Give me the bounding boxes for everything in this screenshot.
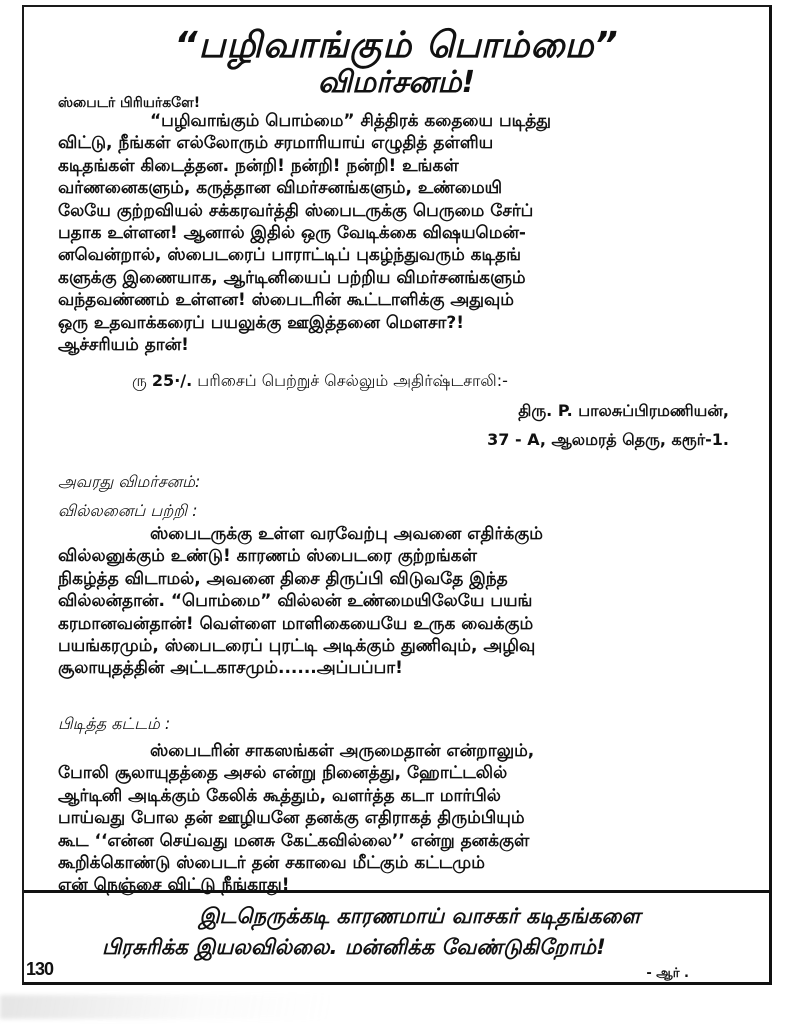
villain-line: கரமானவன்தான்! வெள்ளை மாளிகையையே உருக வைக்கும்: [58, 613, 534, 634]
scene-line: என் நெஞ்சை விட்டு நீங்காது!: [58, 875, 290, 896]
favorite-scene-heading: பிடித்த கட்டம் :: [58, 714, 171, 733]
prize-announcement: [132, 371, 508, 392]
winner-name: திரு. P. பாலசுப்பிரமணியன்,: [518, 401, 729, 420]
signature: - ஆர் .: [646, 966, 689, 981]
villain-line: நிகழ்த்த விடாமல், அவனை திசை திருப்பி விடுவதே இந்த: [58, 568, 508, 589]
villain-line: வில்லன்தான். “பொம்மை” வில்லன் உண்மையிலேயே பயங்: [58, 591, 533, 612]
prize-amount: 25·/.: [151, 371, 193, 390]
scene-line: பாய்வது போல தன் ஊழியனே தனக்கு எதிராகத் திரும்பியும்: [58, 808, 525, 829]
page-frame: [22, 5, 772, 985]
intro-paragraph: [58, 110, 764, 356]
favorite-scene-paragraph: [58, 740, 764, 897]
prize-text: பரிசைப் பெற்றுச் செல்லும் அதிர்ஷ்டசாலி:-: [197, 371, 508, 390]
intro-line: கடிதங்கள் கிடைத்தன. நன்றி! நன்றி! நன்றி! உங்கள்: [58, 155, 459, 176]
intro-line: லேயே குற்றவியல் சக்கரவர்த்தி ஸ்பைடருக்கு பெருமை சேர்ப்: [58, 200, 534, 221]
intro-line: களுக்கு இணையாக, ஆர்டினியைப் பற்றிய விமர்சனங்களும்: [58, 267, 526, 288]
intro-line: னவென்றால், ஸ்பைடரைப் பாராட்டிப் புகழ்ந்துவரும் கடிதங்: [58, 245, 522, 266]
intro-line: ஒரு உதவாக்கரைப் பயலுக்கு ஊஇத்தனை மௌசா?!: [58, 312, 465, 333]
winner-address: 37 - A, ஆலமரத் தெரு, கரூர்-1.: [487, 430, 729, 449]
scene-line: ஸ்பைடரின் சாகஸங்கள் அருமைதான் என்றாலும்,: [150, 741, 535, 761]
salutation: ஸ்பைடர் பிரியர்களே!: [58, 95, 201, 111]
intro-line: வர்ணனைகளும், கருத்தான விமர்சனங்களும், உண்மையி: [58, 178, 503, 199]
intro-line: விட்டு, நீங்கள் எல்லோரும் சரமாரியாய் எழுதித் தள்ளிய: [58, 133, 494, 154]
intro-line: ஆச்சரியம் தான்!: [58, 335, 189, 356]
intro-line: வந்தவண்ணம் உள்ளன! ஸ்பைடரின் கூட்டாளிக்கு அதுவும்: [58, 290, 514, 311]
notice-line-1: இடநெருக்கடி காரணமாய் வாசகர் கடிதங்களை: [199, 904, 641, 928]
villain-heading: வில்லனைப் பற்றி :: [58, 501, 198, 520]
scan-smudge: [0, 995, 330, 1019]
article-subtitle: விமர்சனம்!: [317, 65, 476, 100]
villain-line: பயங்கரமும், ஸ்பைடரைப் புரட்டி அடிக்கும் துணிவும், அழிவு: [58, 636, 536, 657]
villain-line: ஸ்பைடருக்கு உள்ள வரவேற்பு அவனை எதிர்க்கும்: [150, 524, 543, 544]
page-number: 130: [26, 959, 54, 979]
scene-line: போலி சூலாயுதத்தை அசல் என்று நினைத்து, ஹோட்டலில்: [58, 763, 508, 784]
article-title: “பழிவாங்கும் பொம்மை”: [174, 25, 619, 66]
currency-symbol: ரு: [132, 371, 147, 390]
scene-line: கூட ‘‘என்ன செய்வது மனசு கேட்கவில்லை’’ என்று தனக்குள்: [58, 830, 530, 851]
section-divider: [24, 890, 769, 893]
intro-line: பதாக உள்ளன! ஆனால் இதில் ஒரு வேடிக்கை விஷயமென்-: [58, 223, 526, 244]
scene-line: ஆர்டினி அடிக்கும் கேலிக் கூத்தும், வளர்த்த கடா மார்பில்: [58, 785, 501, 806]
villain-paragraph: [58, 523, 764, 680]
intro-line: “பழிவாங்கும் பொம்மை” சித்திரக் கதையை படித்து: [150, 111, 552, 131]
villain-line: சூலாயுதத்தின் அட்டகாசமும்......அப்பப்பா!: [58, 658, 403, 679]
review-heading: அவரது விமர்சனம்:: [58, 472, 201, 491]
villain-line: வில்லனுக்கும் உண்டு! காரணம் ஸ்பைடரை குற்றங்கள்: [58, 546, 478, 567]
notice-line-2: பிரசுரிக்க இயலவில்லை. மன்னிக்க வேண்டுகிறோம்!: [102, 935, 606, 959]
scene-line: கூறிக்கொண்டு ஸ்பைடர் தன் சகாவை மீட்கும் கட்டமும்: [58, 853, 485, 874]
